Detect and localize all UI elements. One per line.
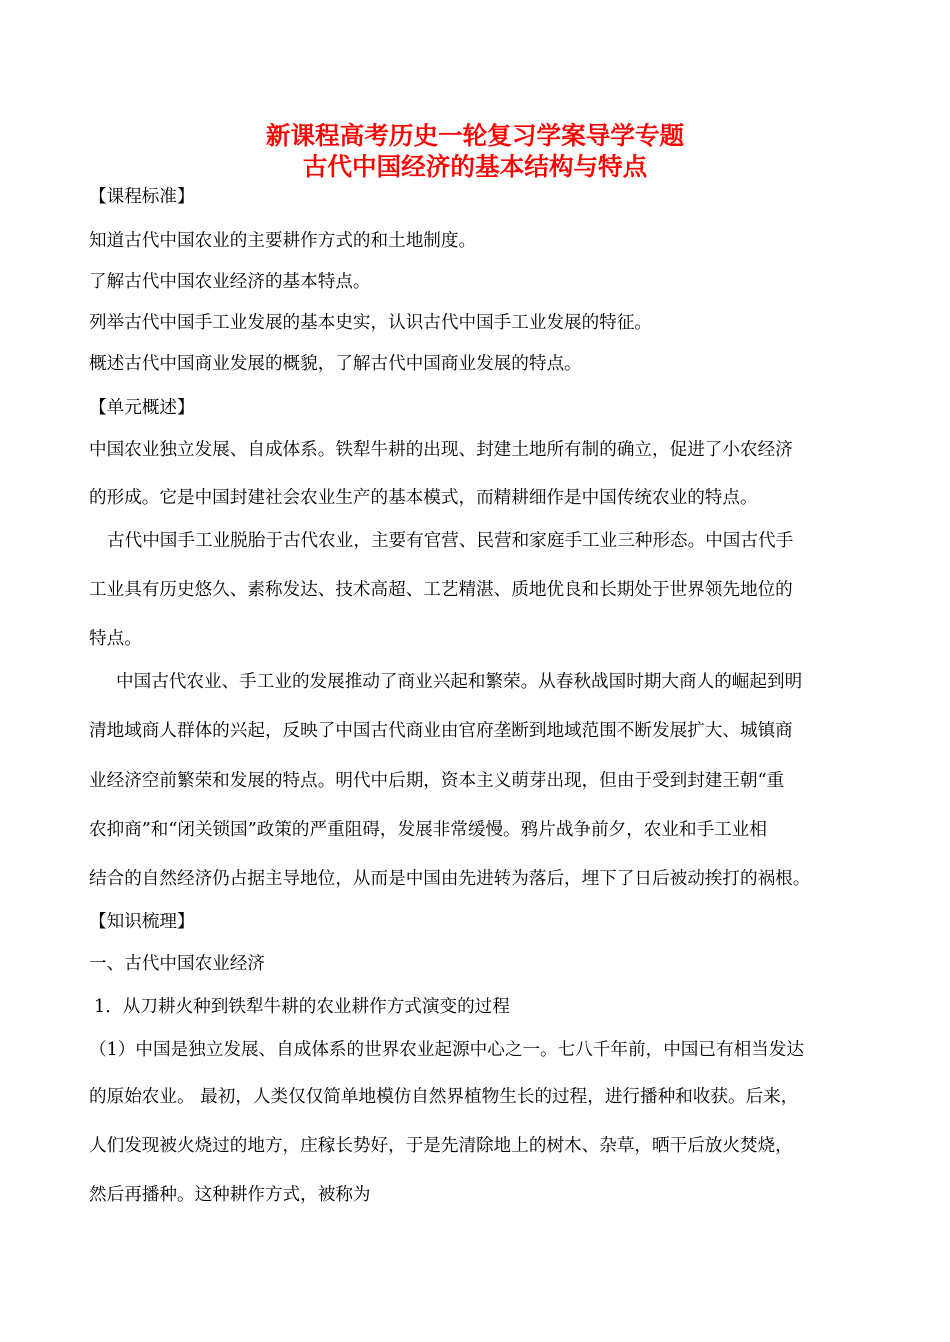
body-line: 人们发现被火烧过的地方，庄稼长势好，于是先清除地上的树木、杂草，晒干后放火焚烧， [89,1136,793,1156]
body-line: 的形成。它是中国封建社会农业生产的基本模式，而精耕细作是中国传统农业的特点。 [89,488,758,508]
body-line: 清地域商人群体的兴起，反映了中国古代商业由官府垄断到地域范围不断发展扩大、城镇商 [89,721,793,741]
body-line: 了解古代中国农业经济的基本特点。 [89,272,371,292]
body-line: 中国古代农业、手工业的发展推动了商业兴起和繁荣。从春秋战国时期大商人的崛起到明 [116,672,803,692]
body-line: 中国农业独立发展、自成体系。铁犁牛耕的出现、封建土地所有制的确立，促进了小农经济 [89,440,793,460]
section-heading-curriculum-standards: 【课程标准】 [89,187,195,207]
body-line: 列举古代中国手工业发展的基本史实，认识古代中国手工业发展的特征。 [89,313,653,333]
body-line: 然后再播种。这种耕作方式，被称为 [89,1185,371,1205]
body-line: 特点。 [89,629,142,649]
document-title-line-1: 新课程高考历史一轮复习学案导学专题 [265,121,685,150]
body-line: 业经济空前繁荣和发展的特点。明代中后期，资本主义萌芽出现，但由于受到封建王朝“重 [89,771,785,791]
body-line: 古代中国手工业脱胎于古代农业，主要有官营、民营和家庭手工业三种形态。中国古代手 [107,531,794,551]
document-title-line-2: 古代中国经济的基本结构与特点 [302,152,648,181]
subsection-heading: 1．从刀耕火种到铁犁牛耕的农业耕作方式演变的过程 [94,997,510,1017]
body-line: （1）中国是独立发展、自成体系的世界农业起源中心之一。七八千年前，中国已有相当发达 [89,1040,804,1060]
body-line: 的原始农业。 最初，人类仅仅简单地模仿自然界植物生长的过程，进行播种和收获。后来， [89,1087,799,1107]
section-heading-knowledge-review: 【知识梳理】 [89,912,195,932]
subsection-heading: 一、古代中国农业经济 [89,954,265,974]
body-line: 工业具有历史悠久、素称发达、技术高超、工艺精湛、质地优良和长期处于世界领先地位的 [89,580,793,600]
body-line: 概述古代中国商业发展的概貌，了解古代中国商业发展的特点。 [89,354,582,374]
body-line: 知道古代中国农业的主要耕作方式的和土地制度。 [89,231,477,251]
section-heading-unit-overview: 【单元概述】 [89,398,195,418]
body-line: 农抑商”和“闭关锁国”政策的严重阻碍，发展非常缓慢。鸦片战争前夕，农业和手工业相 [89,820,767,840]
body-line: 结合的自然经济仍占据主导地位，从而是中国由先进转为落后，埋下了日后被动挨打的祸根。 [89,869,811,889]
